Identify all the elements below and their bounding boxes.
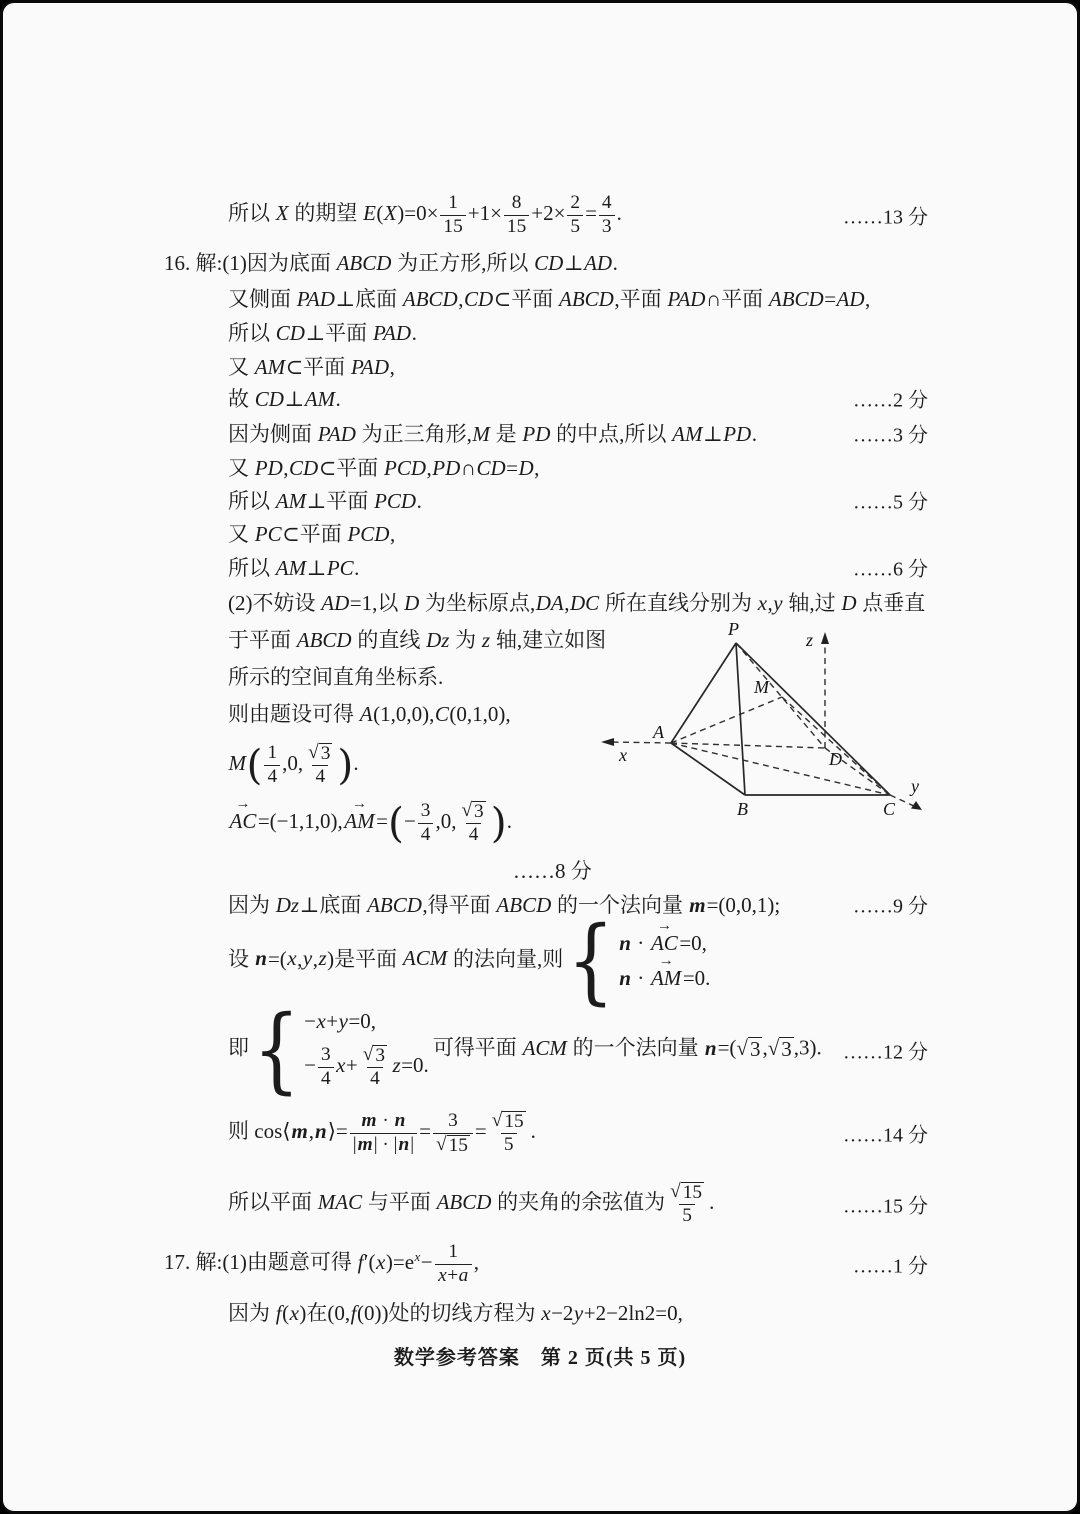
- solution-line: 于平面 ABCD 的直线 Dz 为 z 轴,建立如图: [228, 627, 607, 652]
- x-axis-arrow: [601, 738, 614, 746]
- solution-line: 所以平面 MAC 与平面 ABCD 的夹角的余弦值为 √ 15 5 . ……15 分: [228, 1180, 928, 1226]
- score-mark-line: ……8 分: [513, 858, 592, 883]
- vertex-label-p: P: [728, 619, 739, 639]
- solution-line: 所以 CD⊥平面 PAD.: [228, 320, 417, 345]
- x-axis-label: x: [619, 745, 627, 765]
- solution-line: 则由题设可得 A(1,0,0),C(0,1,0),: [228, 701, 511, 726]
- pyramid-figure: [595, 611, 965, 836]
- vertex-label-a: A: [653, 722, 664, 742]
- figure-solid-edges: [671, 643, 890, 795]
- solution-line: M( $\frac{1}{4}$ ,0, √ 3 4 ).: [228, 741, 359, 789]
- solution-line: 因为 f(x)在(0,f(0))处的切线方程为 x−2y+2−2ln2=0,: [228, 1300, 683, 1325]
- vertex-label-b: B: [737, 799, 748, 819]
- page-footer: 数学参考答案 第 2 页(共 5 页): [393, 1347, 687, 1369]
- solution-line: 所以 X 的期望 E(X)=0× $\frac{1}{15}$ +1× $\frac{8}{15}$ +2× $\frac{2}{5}$ = $\frac{4}{3}$ . ……13 分: [228, 191, 928, 237]
- vertex-label-c: C: [883, 799, 896, 819]
- solution-line: 又侧面 PAD⊥底面 ABCD,CD⊂平面 ABCD,平面 PAD∩平面 ABCD=AD,: [228, 286, 871, 311]
- solution-line: 又 PC⊂平面 PCD,: [228, 521, 396, 546]
- solution-line: 所示的空间直角坐标系.: [228, 664, 444, 689]
- solution-line: 因为 Dz⊥底面 ABCD,得平面 ABCD 的一个法向量 m=(0,0,1); ……9 分: [228, 893, 928, 918]
- z-axis-arrow: [821, 632, 829, 644]
- solution-line: 即 { −x+y=0, − $\frac{3}{4}$ x+ √ 3 4 z=0. 可得平面 ACM 的一个法向量 n=( √ 3 , √ 3 ,3). ……12 分: [228, 996, 928, 1104]
- solution-line: 17. 解:(1)由题意可得 $f'(x)=e^x-$ $\frac{1}{x+a}$ , ……1 分: [164, 1240, 928, 1286]
- solution-line: 因为侧面 PAD 为正三角形,M 是 PD 的中点,所以 AM⊥PD. ……3 分: [228, 421, 928, 446]
- solution-line: → AC=(−1,1,0), → AM=(− $\frac{3}{4}$ ,0, √ 3 4 ).: [229, 796, 512, 847]
- solution-line: 设 n=(x,y,z)是平面 ACM 的法向量,则 { n · → AC=0, n · → AM=0.: [228, 906, 711, 1015]
- solution-line: 又 AM⊂平面 PAD,: [228, 354, 395, 379]
- solution-line: 所以 AM⊥PC. ……6 分: [228, 555, 928, 580]
- solution-line: 所以 AM⊥平面 PCD. ……5 分: [228, 488, 928, 513]
- figure-hidden-edges: [671, 643, 890, 795]
- y-axis-label: y: [911, 776, 919, 796]
- solution-line: (2)不妨设 AD=1,以 D 为坐标原点,DA,DC 所在直线分别为 x,y 轴,过 D 点垂直: [228, 590, 926, 615]
- vertex-label-m: M: [754, 677, 769, 697]
- solution-line: 故 CD⊥AM. ……2 分: [228, 386, 928, 411]
- vertex-label-d: D: [829, 749, 842, 769]
- z-axis-label: z: [806, 630, 814, 650]
- solution-line: 又 PD,CD⊂平面 PCD,PD∩CD=D,: [228, 455, 540, 480]
- solution-line: 16. 解:(1)因为底面 ABCD 为正方形,所以 CD⊥AD.: [164, 250, 618, 275]
- solution-line: 则 cos⟨m,n⟩= $\frac{m \cdot n}{|m| \cdot |n|}$ = 3 √ 15 = √ 15 5 . ……14 分: [228, 1109, 928, 1156]
